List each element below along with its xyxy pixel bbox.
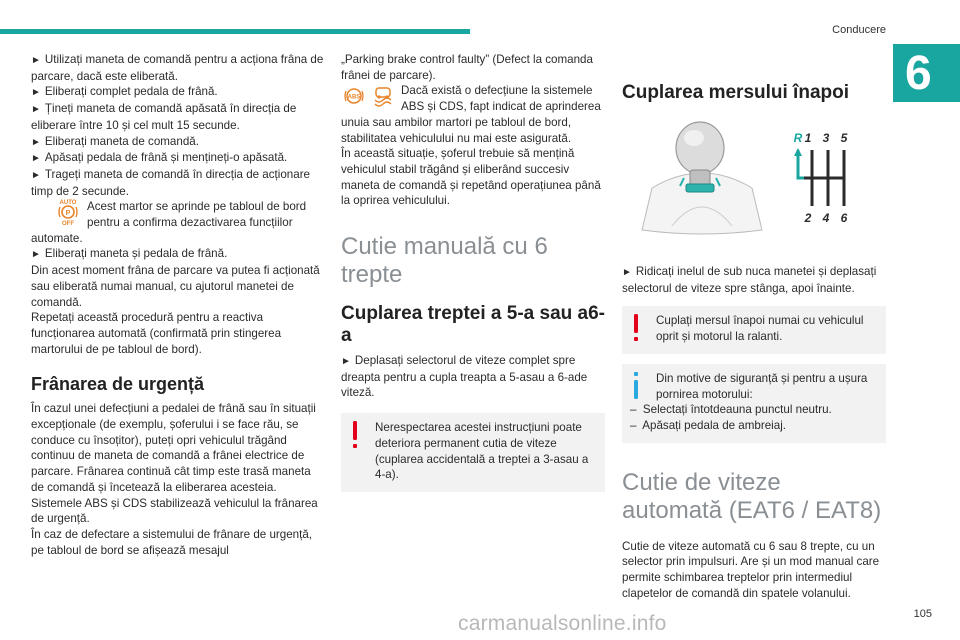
- warning-note: Nerespectarea acestei instrucțiuni poate deteriora permanent cutia de viteze (cuplarea accidentală a treptei a 3-asau a 4-a).: [341, 413, 605, 492]
- chapter-number: 6: [905, 47, 932, 100]
- step: ► Utilizați maneta de comandă pentru a acționa frâna de parcare, dacă este eliberată.: [31, 53, 324, 83]
- header-accent-bar: [0, 29, 470, 34]
- info-icon: [631, 371, 645, 406]
- bullet-arrow-icon: ►: [31, 55, 41, 66]
- step: ► Eliberați maneta de comandă.: [31, 134, 199, 148]
- gear-5-6-heading: Cuplarea treptei a 5-a sau a6-a: [341, 303, 605, 347]
- abs-warning-icon: [343, 83, 365, 109]
- bullet-arrow-icon: ►: [622, 267, 632, 278]
- page-number: 105: [913, 608, 932, 620]
- gear-shift-illustration: [632, 118, 872, 246]
- paragraph: Cutie de viteze automată cu 6 sau 8 trepte, cu un selector prin impulsuri. Are și un mod manual care permite schimbarea treptelor prin intermediul clapetelor de comandă din spatele volanului.: [622, 539, 880, 600]
- column-2: [341, 52, 605, 492]
- svg-text:2 4 6: 2 4 6: [804, 211, 852, 225]
- step: ► Ridicați inelul de sub nuca manetei și deplasați selectorul de viteze spre stânga, apoi înainte.: [622, 265, 877, 295]
- paragraph: „Parking brake control faulty” (Defect la comanda frânei de parcare).: [341, 53, 593, 82]
- svg-text:R: R: [793, 131, 803, 145]
- bullet-arrow-icon: ►: [31, 136, 41, 148]
- auto-off-warning-icon: [55, 199, 81, 225]
- step: ► Eliberați complet pedala de frână.: [31, 85, 218, 99]
- step: ► Deplasați selectorul de viteze complet spre dreapta pentru a cupla treapta a 5-asau a 6-ade viteză.: [341, 354, 588, 400]
- step: ► Țineți maneta de comandă apăsată în direcția de eliberare între 10 și cel mult 15 secunde.: [31, 102, 297, 132]
- step: ► Apăsați pedala de frână și mențineți-o apăsată.: [31, 151, 288, 165]
- manual-gearbox-heading: Cutie manuală cu 6 trepte: [341, 233, 548, 289]
- warning-icon: [631, 313, 645, 348]
- svg-text:P: P: [65, 210, 71, 218]
- emergency-heading: Frânarea de urgență: [31, 374, 205, 395]
- paragraph: În cazul unei defecțiuni a pedalei de frână sau în situații excepționale (de exemplu, șoferului i se face rău, se conduce cu însoțitor), puteți opri vehiculul trăgând continuu de maneta de comandă a frânei electrice de parcare. Frânarea continuă cât timp este trasă maneta de comandă și încetează la eliberarea acesteia.: [31, 402, 316, 494]
- chapter-tab: [893, 44, 960, 102]
- paragraph: Din acest moment frâna de parcare va putea fi acționată sau eliberată numai manual, cu ajutorul manetei de comandă.: [31, 264, 320, 309]
- bullet-arrow-icon: ►: [31, 87, 41, 99]
- paragraph: Repetați această procedură pentru a reactiva funcționarea automată (confirmată prin stingerea martorului de pe tabloul de bord).: [31, 311, 282, 356]
- bullet-arrow-icon: ►: [341, 356, 351, 368]
- warning-icon: [350, 420, 364, 455]
- auto-off-note: AUTO P OFF Acest martor se aprinde pe tabloul de bord pentru a confirma dezactivarea funcțiilor automate.: [31, 200, 307, 245]
- column-1: [31, 52, 325, 558]
- abs-note: ABS Dacă există o defecțiune la sistemele ABS și CDS, fapt indicat de aprinderea unuia sau ambilor martori pe tabloul de bord, stabilitatea vehiculului nu mai este asigurată.: [341, 84, 601, 145]
- svg-text:AUTO: AUTO: [59, 200, 77, 207]
- paragraph: În această situație, șoferul trebuie să mențină vehiculul stabil trăgând și eliberând succesiv maneta de comandă și repetând operațiunea până la oprirea vehiculului.: [341, 147, 601, 208]
- automatic-gearbox-heading: Cutie de viteze automată (EAT6 / EAT8): [622, 468, 882, 524]
- step: ► Trageți maneta de comandă în direcția de acționare timp de 2 secunde.: [31, 167, 310, 198]
- cds-warning-icon: [371, 83, 395, 109]
- info-list-item: – Apăsați pedala de ambreiaj.: [630, 418, 786, 432]
- column-3: [622, 52, 886, 601]
- svg-text:ABS: ABS: [347, 94, 361, 101]
- watermark: carmanualsonline.info: [458, 612, 667, 635]
- bullet-arrow-icon: ►: [31, 169, 41, 181]
- bullet-arrow-icon: ►: [31, 153, 41, 165]
- section-title: Conducere: [832, 24, 886, 36]
- warning-note: Cuplați mersul înapoi numai cu vehiculul oprit și motorul la ralanti.: [622, 306, 886, 353]
- svg-text:OFF: OFF: [62, 221, 74, 227]
- step: ► Eliberați maneta și pedala de frână.: [31, 247, 228, 261]
- reverse-heading: Cuplarea mersului înapoi: [622, 82, 849, 103]
- bullet-arrow-icon: ►: [31, 249, 41, 261]
- paragraph: În caz de defectare a sistemului de frânare de urgență, pe tabloul de bord se afișează mesajul: [31, 527, 312, 557]
- svg-text:1 3 5: 1 3 5: [804, 131, 852, 145]
- info-list-item: – Selectați întotdeauna punctul neutru.: [630, 403, 832, 417]
- info-note: Din motive de siguranță și pentru a ușura pornirea motorului: – Selectați întotdeauna punctul neutru. – Apăsați pedala de ambreiaj.: [622, 364, 886, 443]
- bullet-arrow-icon: ►: [31, 104, 41, 116]
- paragraph: Sistemele ABS și CDS stabilizează vehiculul la frânarea de urgență.: [31, 496, 318, 526]
